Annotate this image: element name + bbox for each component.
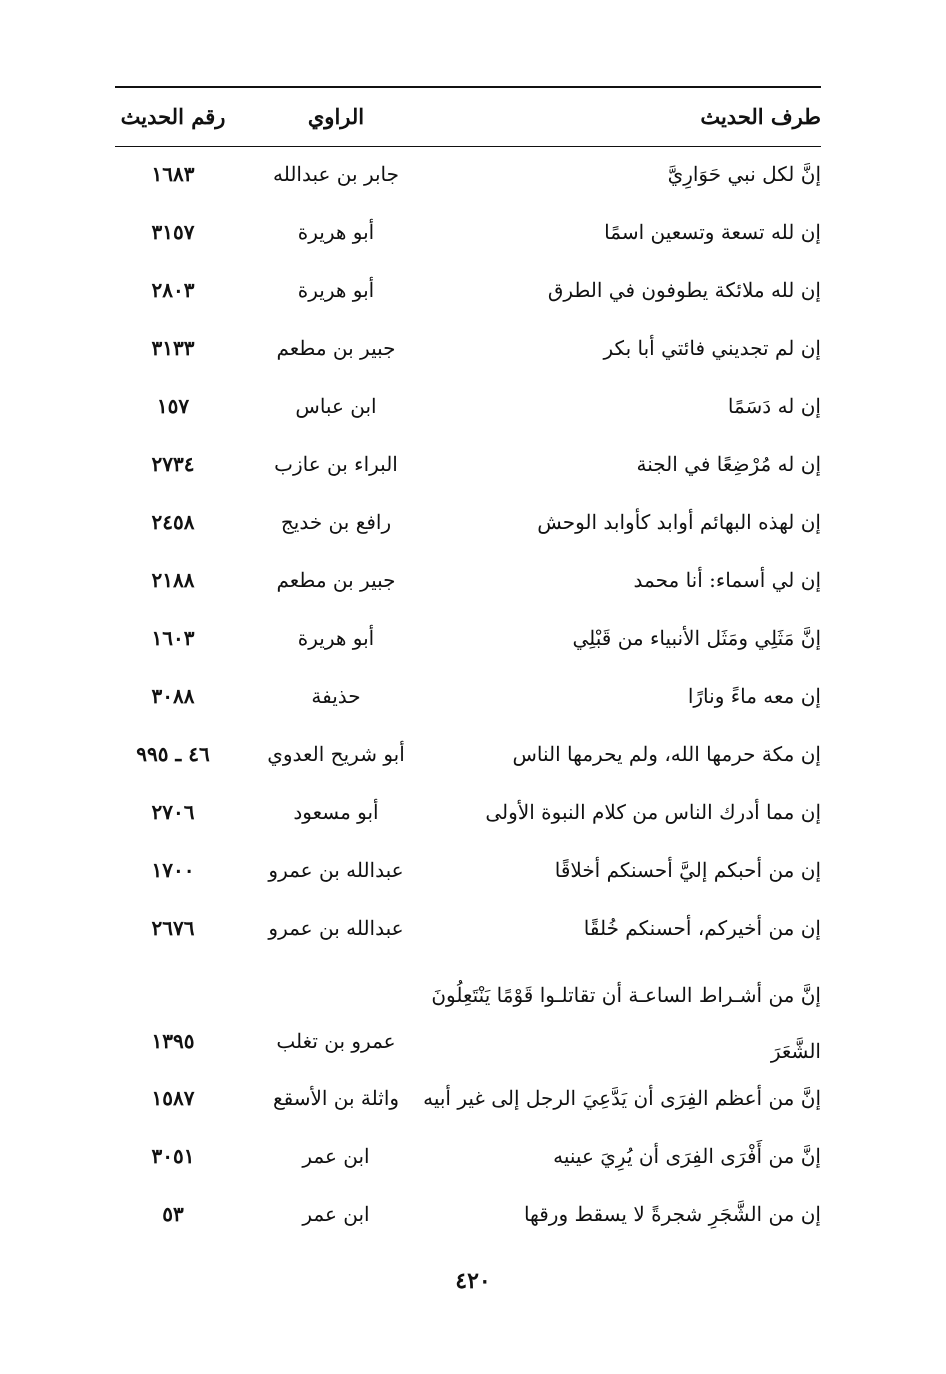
hadith-number: ٢٧٣٤ — [151, 452, 195, 476]
table-row — [115, 843, 821, 901]
narrator: جبير بن مطعم — [276, 568, 396, 592]
hadith-number: ٢١٨٨ — [151, 568, 195, 592]
hadith-number: ٣٠٨٨ — [151, 684, 195, 708]
narrator: واثلة بن الأسقع — [272, 1086, 400, 1110]
hadith-number: ١٥٨٧ — [151, 1086, 195, 1110]
table-row — [115, 437, 821, 495]
narrator: أبو هريرة — [297, 278, 375, 302]
header-hadith-text: طرف الحديث — [700, 104, 821, 129]
table-row — [115, 553, 821, 611]
narrator: أبو هريرة — [297, 626, 375, 650]
hadith-number: ٢٨٠٣ — [151, 278, 195, 302]
hadith-number: ١٣٩٥ — [151, 1029, 195, 1053]
narrator: البراء بن عازب — [274, 452, 398, 476]
table-row — [115, 1187, 821, 1245]
narrator: عمرو بن تغلب — [276, 1029, 396, 1053]
hadith-text: إنَّ من أَفْرَى الفِرَى أن يُرِيَ عينيه — [553, 1144, 821, 1168]
table-row — [115, 959, 821, 1071]
hadith-text: إن مما أدرك الناس من كلام النبوة الأولى — [485, 800, 821, 824]
hadith-text: إن لهذه البهائم أوابد كأوابد الوحش — [537, 510, 821, 534]
narrator: ابن عمر — [302, 1144, 370, 1168]
header-hadith-number: رقم الحديث — [120, 104, 226, 129]
hadith-text: إن لم تجديني فائتي أبا بكر — [603, 336, 821, 360]
hadith-number: ٢٤٥٨ — [151, 510, 195, 534]
narrator: ابن عباس — [295, 394, 377, 418]
hadith-text: إن له مُرْضِعًا في الجنة — [636, 452, 821, 476]
table-row — [115, 1129, 821, 1187]
hadith-number: ٣٠٥١ — [151, 1144, 195, 1168]
narrator: رافع بن خديج — [280, 510, 392, 534]
hadith-text: إن لله ملائكة يطوفون في الطرق — [547, 278, 821, 302]
table-row — [115, 205, 821, 263]
hadith-text: إنَّ لكل نبي حَوَارِيَّ — [667, 162, 821, 186]
table-header — [115, 88, 821, 147]
hadith-text: إنَّ من أشـراط الساعـة أن تقاتلـوا قَوْمًا يَنْتَعِلُونَ الشَّعَرَ — [431, 983, 821, 1063]
hadith-number: ١٦٠٣ — [151, 626, 195, 650]
narrator: عبدالله بن عمرو — [268, 916, 404, 940]
hadith-text: إنَّ مَثَلِي ومَثَل الأنبياء من قَبْلِي — [572, 626, 821, 650]
table-row — [115, 1071, 821, 1129]
hadith-number: ١٧٠٠ — [151, 858, 195, 882]
hadith-text: إن من الشَّجَرِ شجرةً لا يسقط ورقها — [523, 1202, 821, 1226]
table-row — [115, 727, 821, 785]
header-narrator: الراوي — [307, 104, 365, 129]
table-row — [115, 785, 821, 843]
table-row — [115, 379, 821, 437]
hadith-number: ٢٦٧٦ — [151, 916, 195, 940]
table-row — [115, 669, 821, 727]
narrator: حذيفة — [311, 684, 361, 708]
hadith-number: ٢٧٠٦ — [151, 800, 195, 824]
narrator: ابن عمر — [302, 1202, 370, 1226]
hadith-number: ٤٦ ـ ٩٩٥ — [136, 742, 210, 766]
narrator: أبو مسعود — [293, 800, 379, 824]
hadith-text: إن لي أسماء: أنا محمد — [633, 568, 821, 592]
hadith-number: ٥٣ — [162, 1202, 184, 1226]
table-row — [115, 147, 821, 205]
index-page — [115, 86, 821, 1245]
hadith-text: إن له دَسَمًا — [727, 394, 821, 418]
page-number: ٤٢٠ — [455, 1268, 491, 1294]
hadith-number: ٣١٣٣ — [151, 336, 195, 360]
hadith-text: إن لله تسعة وتسعين اسمًا — [604, 220, 821, 244]
narrator: جبير بن مطعم — [276, 336, 396, 360]
narrator: أبو هريرة — [297, 220, 375, 244]
hadith-text: إنَّ من أعظم الفِرَى أن يَدَّعِيَ الرجل إلى غير أبيه — [423, 1086, 821, 1110]
table-body — [115, 147, 821, 1245]
table-row — [115, 263, 821, 321]
narrator: جابر بن عبدالله — [272, 162, 400, 186]
table-row — [115, 495, 821, 553]
hadith-number: ٣١٥٧ — [151, 220, 195, 244]
narrator: عبدالله بن عمرو — [268, 858, 404, 882]
narrator: أبو شريح العدوي — [267, 742, 405, 766]
hadith-text: إن معه ماءً ونارًا — [687, 684, 821, 708]
hadith-number: ١٥٧ — [156, 394, 190, 418]
table-row — [115, 901, 821, 959]
hadith-text: إن من أحبكم إليَّ أحسنكم أخلاقًا — [554, 858, 821, 882]
hadith-text: إن من أخيركم، أحسنكم خُلقًا — [583, 916, 821, 940]
hadith-text: إن مكة حرمها الله، ولم يحرمها الناس — [512, 742, 821, 766]
table-row — [115, 611, 821, 669]
table-row — [115, 321, 821, 379]
hadith-number: ١٦٨٣ — [151, 162, 195, 186]
